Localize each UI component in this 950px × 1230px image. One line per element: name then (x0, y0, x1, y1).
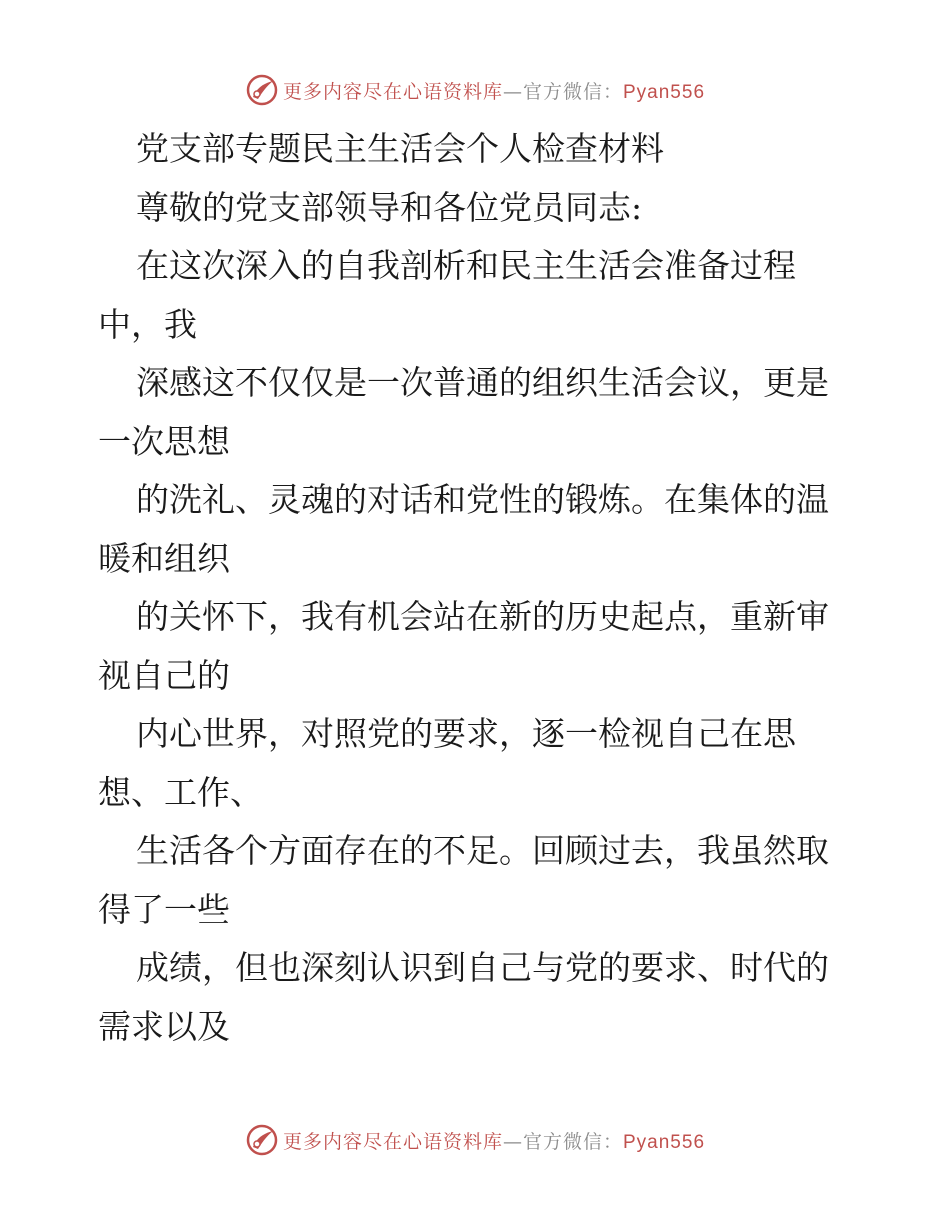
document-title: 党支部专题民主生活会个人检查材料 (136, 129, 664, 168)
paragraph-line: 需求以及 (98, 1006, 230, 1046)
paragraph-line: 内心世界，对照党的要求，逐一检视自己在思 (136, 714, 796, 753)
paragraph-line: 中，我 (98, 304, 197, 344)
banner-separator: — (502, 80, 523, 103)
banner-official-label: 官方微信： (522, 80, 623, 103)
paragraph-line: 得了一些 (98, 889, 230, 929)
brush-logo-icon (245, 73, 279, 107)
banner-main-text: 更多内容尽在心语资料库 (282, 80, 503, 103)
banner-main-text: 更多内容尽在心语资料库 (282, 1130, 503, 1153)
header-watermark-banner (0, 70, 950, 110)
paragraph-line: 的洗礼、灵魂的对话和党性的锻炼。在集体的温 (136, 480, 829, 519)
paragraph-line: 深感这不仅仅是一次普通的组织生活会议，更是 (136, 363, 829, 402)
paragraph-line: 暖和组织 (98, 538, 230, 578)
banner-wechat-id: Pyan556 (623, 1131, 706, 1153)
banner-separator: — (502, 1130, 523, 1153)
banner-official-label: 官方微信： (522, 1130, 623, 1153)
paragraph-line: 想、工作、 (98, 772, 263, 812)
paragraph-line: 在这次深入的自我剖析和民主生活会准备过程 (136, 246, 796, 285)
brush-logo-icon (245, 1123, 279, 1157)
document-body (98, 120, 858, 1056)
paragraph-line: 生活各个方面存在的不足。回顾过去，我虽然取 (136, 831, 829, 870)
footer-watermark-banner (0, 1120, 950, 1160)
paragraph-line: 的关怀下，我有机会站在新的历史起点，重新审 (136, 597, 829, 636)
paragraph-line: 视自己的 (98, 655, 230, 695)
banner-wechat-id: Pyan556 (623, 81, 706, 103)
banner-text (283, 77, 705, 104)
banner-text (283, 1127, 705, 1154)
salutation-line: 尊敬的党支部领导和各位党员同志: (136, 187, 643, 227)
paragraph-line: 成绩，但也深刻认识到自己与党的要求、时代的 (136, 948, 829, 987)
paragraph-line: 一次思想 (98, 421, 230, 461)
